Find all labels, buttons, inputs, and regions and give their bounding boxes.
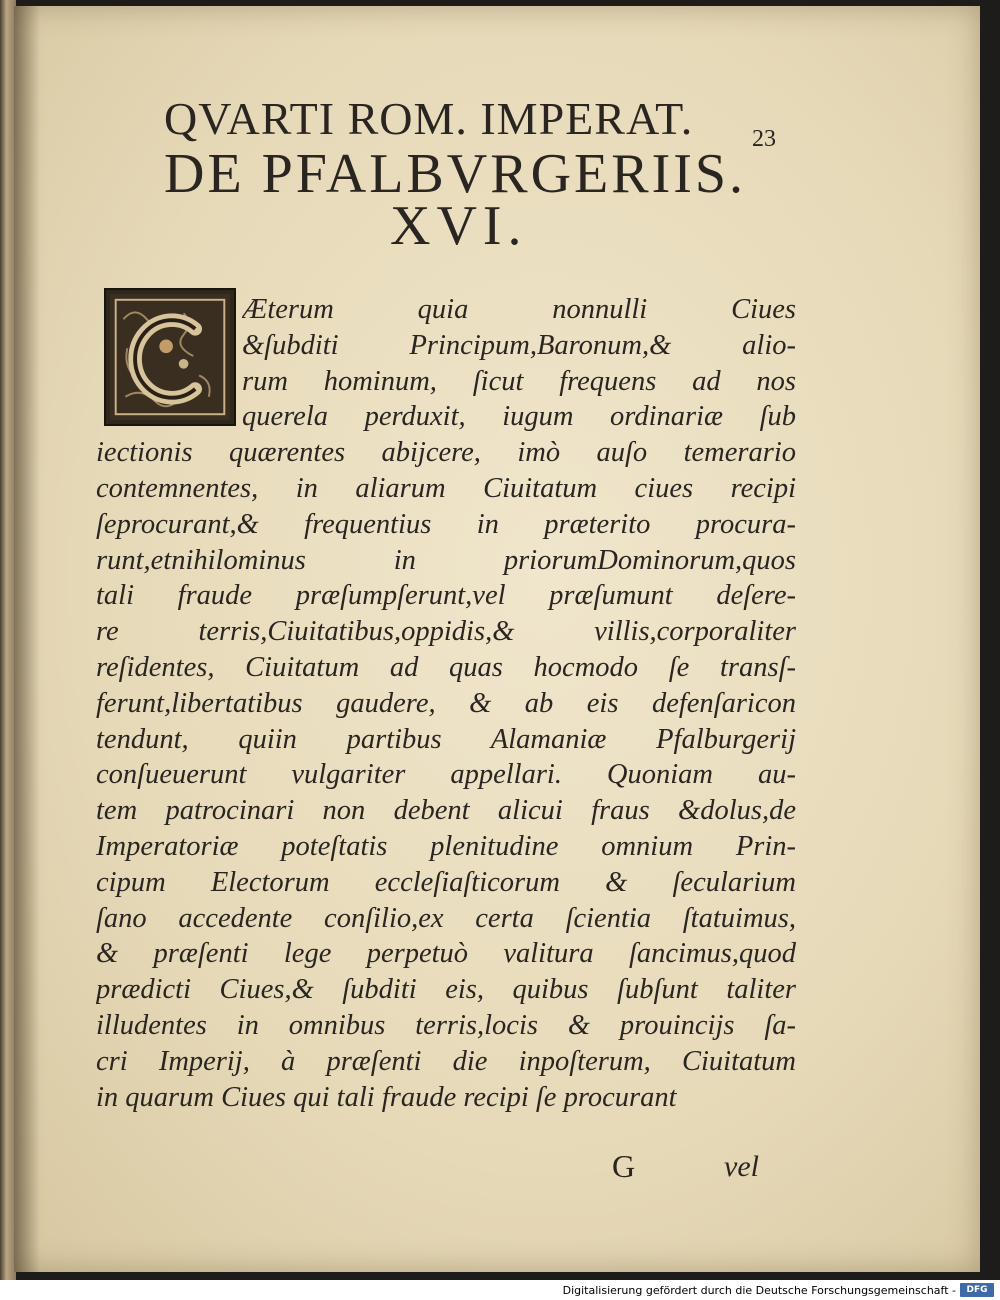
signature-mark: G bbox=[612, 1148, 636, 1184]
text-line: reſidentes, Ciuitatum ad quas hocmodo ſe transſ- bbox=[96, 651, 796, 683]
text-line: ſano accedente conſilio,ex certa ſcientia ſtatuimus, bbox=[96, 902, 796, 934]
text-line: cipum Electorum eccleſiaſticorum & ſecularium bbox=[96, 866, 796, 898]
text-line: re terris,Ciuitatibus,oppidis,& villis,corporaliter bbox=[96, 616, 796, 648]
catchword: vel bbox=[724, 1150, 759, 1183]
text-line: conſueuerunt vulgariter appellari. Quoniam au- bbox=[96, 759, 796, 791]
text-line: contemnentes, in aliarum Ciuitatum ciues recipi bbox=[96, 472, 796, 504]
text-line: Imperatoriæ poteſtatis plenitudine omnium Prin- bbox=[96, 830, 796, 862]
text-line: querela perduxit, iugum ordinariæ ſub bbox=[242, 401, 796, 433]
main-text bbox=[96, 292, 796, 1115]
page-number: 23 bbox=[752, 126, 776, 152]
text-line: illudentes in omnibus terris,locis & prouincijs ſa- bbox=[96, 1009, 796, 1041]
text-line: in quarum Ciues qui tali fraude recipi ſe procurant bbox=[96, 1081, 677, 1113]
text-line: ferunt,libertatibus gaudere, & ab eis defenſaricon bbox=[96, 687, 796, 719]
chapter-number: XVI. bbox=[390, 195, 528, 257]
text-line: &ſubditi Principum,Baronum,& alio- bbox=[242, 329, 796, 361]
text-line: tali fraude præſumpſerunt,vel præſumunt deſere- bbox=[96, 580, 796, 612]
text-line: iectionis quærentes abijcere, imò auſo temerario bbox=[96, 437, 796, 469]
text-line: tem patrocinari non debent alicui fraus &dolus,de bbox=[96, 795, 796, 827]
footer-credit: Digitalisierung gefördert durch die Deutsche Forschungsgemeinschaft - bbox=[562, 1284, 956, 1297]
text-line: runt,etnihilominus in priorumDominorum,quos bbox=[96, 544, 796, 576]
gutter-shadow bbox=[14, 6, 40, 1272]
text-line: & præſenti lege perpetuò valitura ſancimus,quod bbox=[96, 938, 796, 970]
text-line: Æterum quia nonnulli Ciues bbox=[242, 294, 796, 325]
dfg-logo-icon[interactable]: DFG bbox=[960, 1283, 994, 1297]
text-line: cri Imperij, à præſenti die inpoſterum, Ciuitatum bbox=[96, 1045, 796, 1077]
chapter-title: DE PFALBVRGERIIS. bbox=[164, 143, 747, 205]
text-line: tendunt, quiin partibus Alamaniæ Pfalburgerij bbox=[96, 723, 796, 755]
text-line: rum hominum, ſicut frequens ad nos bbox=[242, 365, 796, 397]
running-head: QVARTI ROM. IMPERAT. bbox=[164, 93, 694, 144]
digitization-footer bbox=[0, 1280, 1000, 1300]
page-foot-marks bbox=[612, 1148, 812, 1188]
text-line: prædicti Ciues,& ſubditi eis, quibus ſubſunt taliter bbox=[96, 974, 796, 1006]
text-line: ſeprocurant,& frequentius in præterito procura- bbox=[96, 508, 796, 540]
